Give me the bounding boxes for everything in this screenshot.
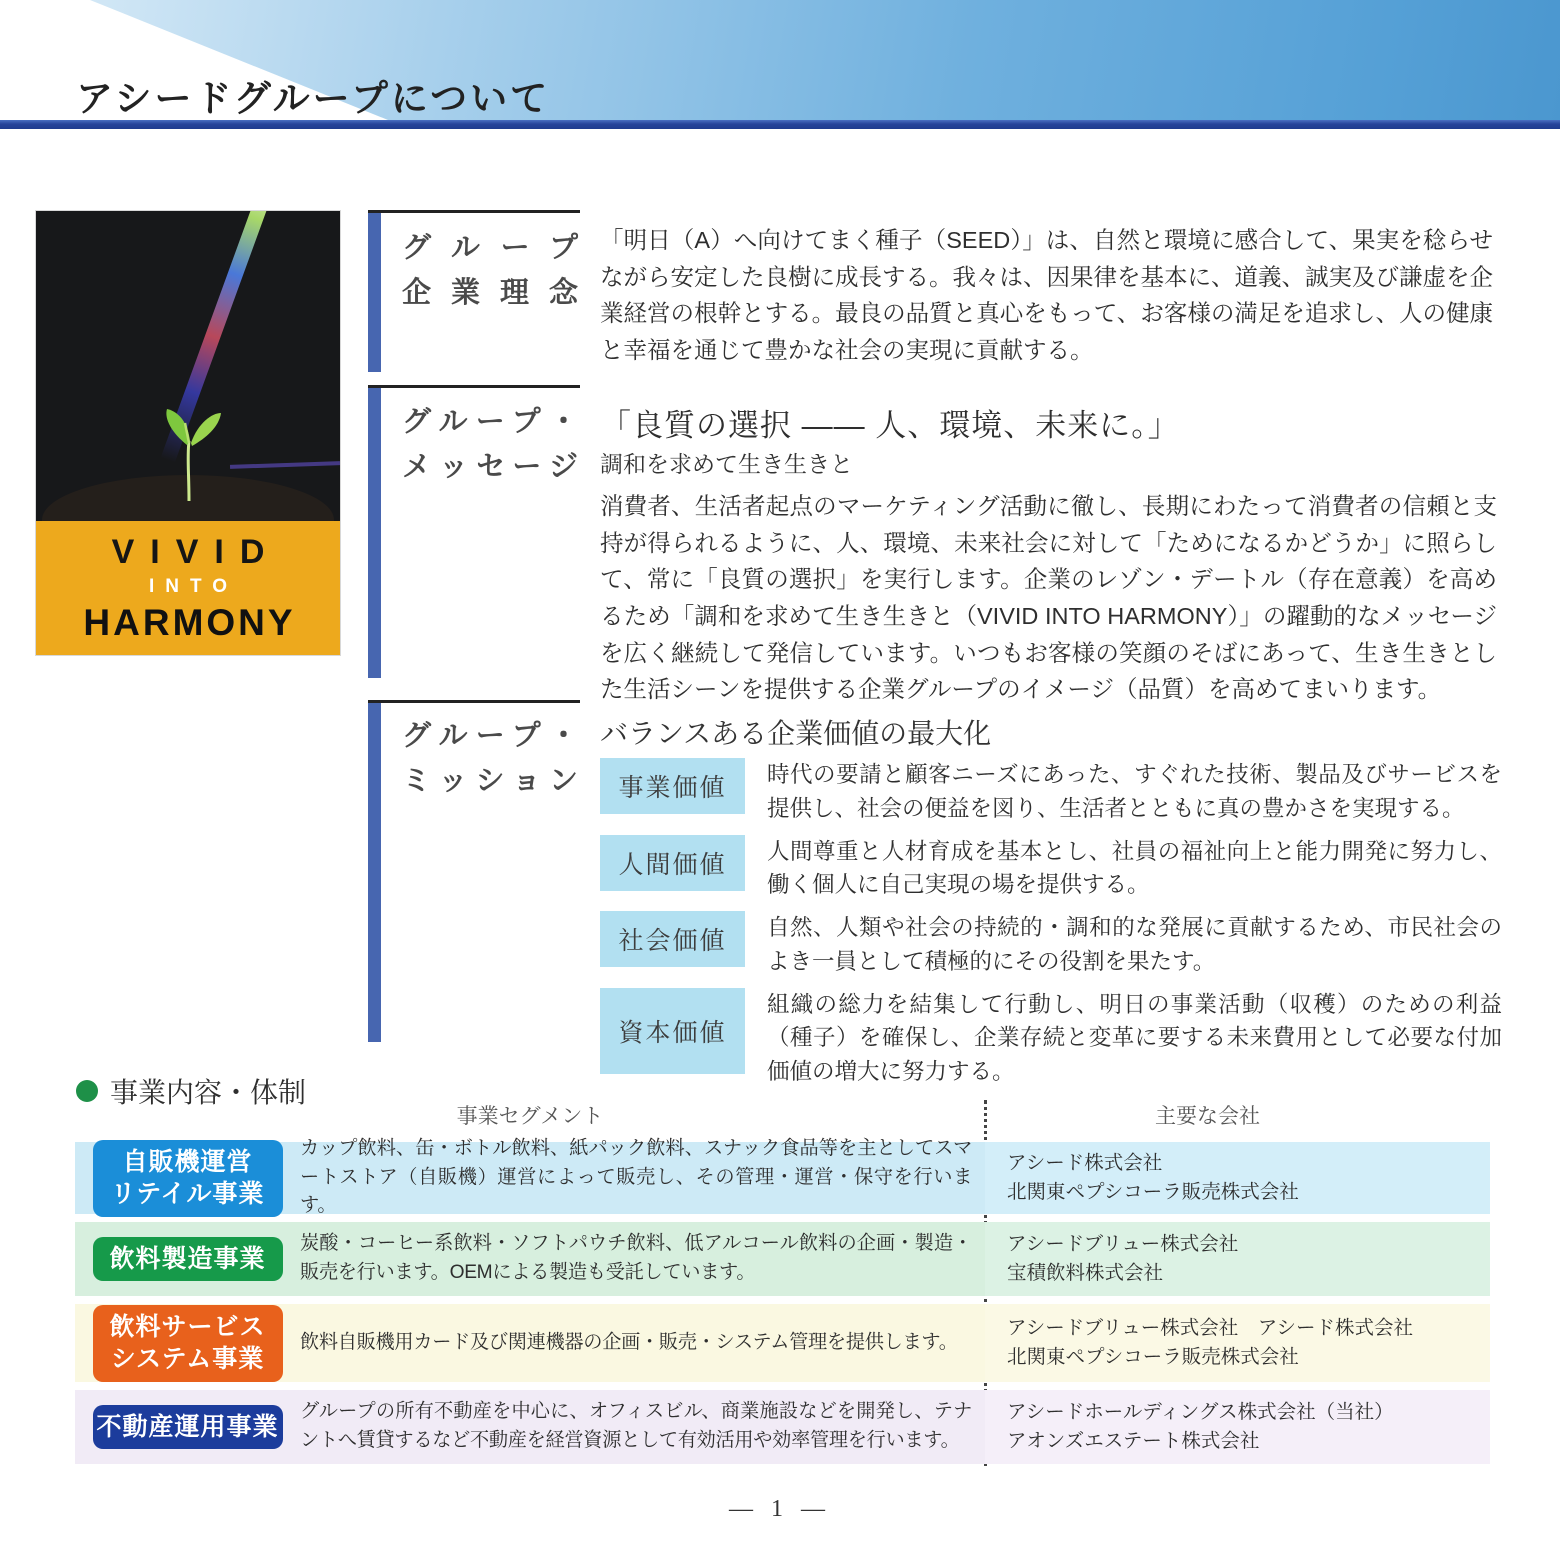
value-label: 社会価値 <box>600 911 745 967</box>
badge-zone <box>75 1305 300 1382</box>
column-header-companies: 主要な会社 <box>1155 1105 1260 1128</box>
badge-line: 飲料サービス <box>109 1312 266 1341</box>
heading-line: グループ・ <box>402 720 578 752</box>
section-bar-mission <box>368 700 381 1042</box>
philosophy-body: 「明日（A）へ向けてまく種子（SEED）」は、自然と環境に感合して、果実を稔らせながら安定した良樹に成長する。我々は、因果律を基本に、道義、誠実及び謙虚を企業経営の根幹とする。最良の品質と真心をもって、お客様の満足を追求し、人の健康と幸福を通じて豊かな社会の実現に貢献する。 <box>600 227 1493 363</box>
section-bar-philosophy <box>368 210 381 372</box>
business-row-beverage-mfg <box>75 1222 1490 1296</box>
badge-line: システム事業 <box>110 1345 265 1373</box>
message-subtitle: 調和を求めて生き生きと <box>600 451 853 477</box>
badge-zone <box>75 1405 300 1450</box>
company-name: 宝積飲料株式会社 <box>1007 1262 1164 1284</box>
heading-line: グループ・ <box>402 406 578 438</box>
companies-cell <box>985 1304 1490 1382</box>
brand-photo <box>35 210 341 656</box>
segment-cell <box>75 1137 985 1217</box>
value-desc: 人間尊重と人材育成を基本とし、社員の福祉向上と能力開発に努力し、働く個人に自己実現の場を提供する。 <box>767 838 1502 898</box>
business-row-real-estate <box>75 1390 1490 1464</box>
value-label: 人間価値 <box>600 835 745 891</box>
heading-line: 企業理念 <box>402 276 578 309</box>
segment-badge <box>93 1237 283 1282</box>
value-row-social <box>600 911 1510 979</box>
page-number: ― 1 ― <box>729 1496 831 1522</box>
section-rule-message <box>368 385 580 388</box>
segment-badge <box>93 1140 283 1217</box>
page-title: アシードグループについて <box>76 78 551 119</box>
segment-cell <box>75 1304 985 1382</box>
company-name: アシード株式会社 <box>1007 1151 1163 1174</box>
message-quote: 「良質の選択 —— 人、環境、未来に。」 <box>600 408 1180 443</box>
value-label: 資本価値 <box>600 988 745 1074</box>
green-bullet-icon <box>76 1080 98 1102</box>
mission-title: バランスある企業価値の最大化 <box>600 718 992 749</box>
segment-cell <box>75 1390 985 1464</box>
heading-line: グループ <box>402 232 578 264</box>
value-row-business <box>600 758 1510 826</box>
segment-desc: グループの所有不動産を中心に、オフィスビル、商業施設などを開発し、テナントへ賃貸するなど不動産を経営資源として有効活用や効率管理を行います。 <box>300 1401 972 1451</box>
heading-group-philosophy <box>402 226 578 316</box>
company-name: 北関東ペプシコーラ販売株式会社 <box>1007 1181 1299 1203</box>
business-row-vending <box>75 1137 1490 1217</box>
segment-desc: 炭酸・コーヒー系飲料・ソフトパウチ飲料、低アルコール飲料の企画・製造・販売を行います。OEMによる製造も受託しています。 <box>300 1233 972 1283</box>
badge-zone <box>75 1237 300 1282</box>
badge-line: 自販機運営 <box>122 1147 253 1176</box>
badge-line: 飲料製造事業 <box>109 1244 266 1273</box>
companies-cell <box>985 1142 1490 1214</box>
heading-line: ミッション <box>402 764 578 797</box>
companies-cell <box>985 1222 1490 1296</box>
brand-word-harmony: HARMONY <box>83 601 296 643</box>
seedling-icon <box>128 361 250 501</box>
badge-zone <box>75 1140 300 1217</box>
companies-cell <box>985 1390 1490 1464</box>
column-header-segments: 事業セグメント <box>456 1105 604 1128</box>
company-name: アシードホールディングス株式会社（当社） <box>1007 1400 1394 1423</box>
value-row-capital <box>600 988 1510 1089</box>
business-section-label: 事業内容・体制 <box>110 1077 307 1108</box>
badge-line: リテイル事業 <box>110 1180 265 1208</box>
brand-label-band <box>36 521 340 655</box>
heading-line: メッセージ <box>402 450 578 483</box>
heading-group-mission <box>402 714 578 804</box>
message-body: 消費者、生活者起点のマーケティング活動に徹し、長期にわたって消費者の信頼と支持が得られるように、人、環境、未来社会に対して「ためになるかどうか」に照らして、常に「良質の選択」を実行します。企業のレゾン・デートル（存在意義）を高めるため「調和を求めて生き生きと（VIVID INTO HARMONY）」の躍動的なメッセージを広く継続して発信しています。いつもお客様の笑顔のそばにあって、生き生きとした生活シーンを提供する企業グループのイメージ（品質）を高めてまいります。 <box>600 493 1497 703</box>
seedling-photo <box>36 211 340 523</box>
segment-badge <box>93 1405 283 1450</box>
brand-word-into: INTO <box>148 575 239 597</box>
heading-group-message <box>402 400 578 490</box>
company-name: アシードブリュー株式会社 アシード株式会社 <box>1007 1316 1413 1339</box>
brand-word-vivid: VIVID <box>111 532 281 571</box>
section-rule-mission <box>368 700 580 703</box>
badge-line: 不動産運用事業 <box>96 1412 279 1441</box>
value-label: 事業価値 <box>600 758 745 814</box>
segment-cell <box>75 1222 985 1296</box>
segment-desc: 飲料自販機用カード及び関連機器の企画・販売・システム管理を提供します。 <box>300 1331 958 1353</box>
section-rule-philosophy <box>368 210 580 213</box>
company-name: アシードブリュー株式会社 <box>1007 1232 1239 1255</box>
mission-value-list <box>600 758 1510 1098</box>
segment-desc: カップ飲料、缶・ボトル飲料、紙パック飲料、スナック食品等を主としてスマートストア（自販機）運営によって販売し、その管理・運営・保守を行います。 <box>300 1137 972 1217</box>
section-bar-message <box>368 385 381 678</box>
company-name: 北関東ペプシコーラ販売株式会社 <box>1007 1346 1299 1368</box>
title-rule <box>0 120 1560 129</box>
value-desc: 組織の総力を結集して行動し、明日の事業活動（収穫）のための利益（種子）を確保し、企業存続と変革に要する未来費用として必要な付加価値の増大に努力する。 <box>767 991 1502 1084</box>
value-desc: 時代の要請と顧客ニーズにあった、すぐれた技術、製品及びサービスを提供し、社会の便益を図り、生活者とともに真の豊かさを実現する。 <box>767 762 1502 821</box>
company-name: アオンズエステート株式会社 <box>1007 1430 1260 1452</box>
value-desc: 自然、人類や社会の持続的・調和的な発展に貢献するため、市民社会のよき一員として積極的にその役割を果たす。 <box>767 915 1502 974</box>
business-row-service-system <box>75 1304 1490 1382</box>
value-row-human <box>600 835 1510 903</box>
segment-badge <box>93 1305 283 1382</box>
